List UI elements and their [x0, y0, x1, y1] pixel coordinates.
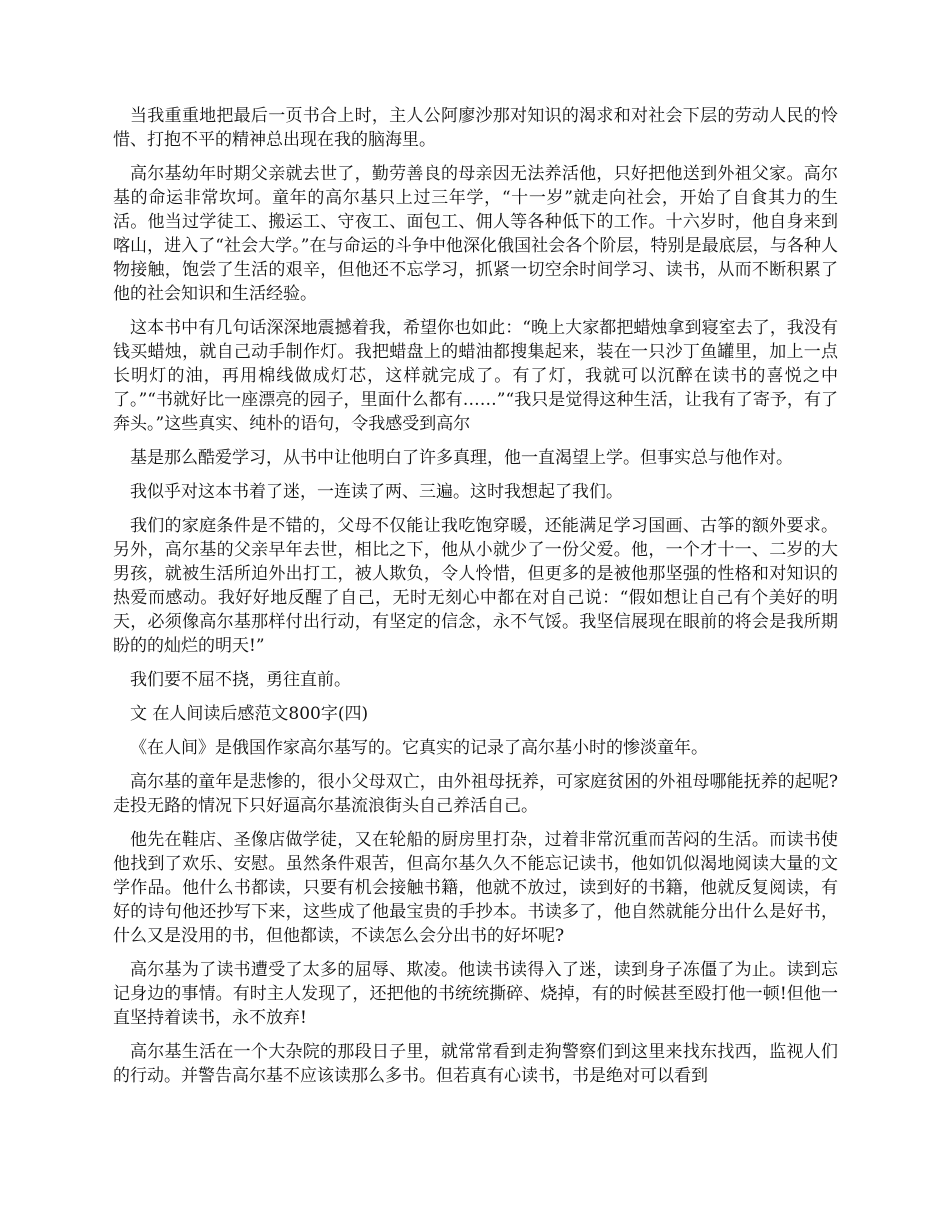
paragraph-2: 高尔基幼年时期父亲就去世了，勤劳善良的母亲因无法养活他，只好把他送到外祖父家。高尔基的命运非常坎坷。童年的高尔基只上过三年学，“十一岁”就走向社会，开始了自食其力的生活。他当过学徒工、搬运工、守夜工、面包工、佣人等各种低下的工作。十六岁时，他自身来到喀山，进入了“社会大学。”在与命运的斗争中他深化俄国社会各个阶层，特别是最底层，与各种人物接触，饱尝了生活的艰辛，但他还不忘学习，抓紧一切空余时间学习、读书，从而不断积累了他的社会知识和生活经验。 — [113, 164, 838, 304]
document-page — [113, 104, 838, 1098]
paragraph-13: 高尔基生活在一个大杂院的那段日子里，就常常看到走狗警察们到这里来找东找西，监视人们的行动。并警告高尔基不应该读那么多书。但若真有心读书，书是绝对可以看到 — [113, 1042, 838, 1086]
section-heading: 文 在人间读后感范文800字(四) — [130, 704, 369, 724]
paragraph-9: 《在人间》是俄国作家高尔基写的。它真实的记录了高尔基小时的惨淡童年。 — [130, 738, 708, 758]
paragraph-1: 当我重重地把最后一页书合上时，主人公阿廖沙那对知识的渴求和对社会下层的劳动人民的怜惜、打抱不平的精神总出现在我的脑海里。 — [113, 106, 838, 150]
paragraph-7: 我们要不屈不挠，勇往直前。 — [130, 670, 351, 690]
paragraph-5: 我似乎对这本书着了迷，一连读了两、三遍。这时我想起了我们。 — [130, 482, 623, 502]
paragraph-3: 这本书中有几句话深深地震撼着我，希望你也如此：“晚上大家都把蜡烛拿到寝室去了，我没有钱买蜡烛，就自己动手制作灯。我把蜡盘上的蜡油都搜集起来，装在一只沙丁鱼罐里，加上一点长明灯的油，再用棉线做成灯芯，这样就完成了。有了灯，我就可以沉醉在读书的喜悦之中了。”“书就好比一座漂亮的园子，里面什么都有……”“我只是觉得这种生活，让我有了寄予，有了奔头。”这些真实、纯朴的语句，令我感受到高尔 — [113, 318, 838, 434]
paragraph-6: 我们的家庭条件是不错的，父母不仅能让我吃饱穿暖，还能满足学习国画、古筝的额外要求。另外，高尔基的父亲早年去世，相比之下，他从小就少了一份父爱。他，一个才十一、二岁的大男孩，就被生活所迫外出打工，被人欺负，令人怜惜，但更多的是被他那坚强的性格和对知识的热爱而感动。我好好地反醒了自己，无时无刻心中都在对自己说：“假如想让自己有个美好的明天，必须像高尔基那样付出行动，有坚定的信念，永不气馁。我坚信展现在眼前的将会是我所期盼的的灿烂的明天!” — [113, 516, 838, 656]
paragraph-10: 高尔基的童年是悲惨的，很小父母双亡，由外祖母抚养，可家庭贫困的外祖母哪能抚养的起呢?走投无路的情况下只好逼高尔基流浪街头自己养活自己。 — [113, 772, 838, 816]
paragraph-12: 高尔基为了读书遭受了太多的屈辱、欺凌。他读书读得入了迷，读到身子冻僵了为止。读到忘记身边的事情。有时主人发现了，还把他的书统统撕碎、烧掉，有的时候甚至殴打他一顿!但他一直坚持着读书，永不放弃! — [113, 960, 838, 1028]
paragraph-11: 他先在鞋店、圣像店做学徒，又在轮船的厨房里打杂，过着非常沉重而苦闷的生活。而读书使他找到了欢乐、安慰。虽然条件艰苦，但高尔基久久不能忘记读书，他如饥似渴地阅读大量的文学作品。他什么书都读，只要有机会接触书籍，他就不放过，读到好的书籍，他就反复阅读，有好的诗句他还抄写下来，这些成了他最宝贵的手抄本。书读多了，他自然就能分出什么是好书，什么又是没用的书，但他都读，不读怎么会分出书的好坏呢? — [113, 830, 838, 946]
paragraph-4: 基是那么酷爱学习，从书中让他明白了许多真理，他一直渴望上学。但事实总与他作对。 — [130, 448, 793, 468]
